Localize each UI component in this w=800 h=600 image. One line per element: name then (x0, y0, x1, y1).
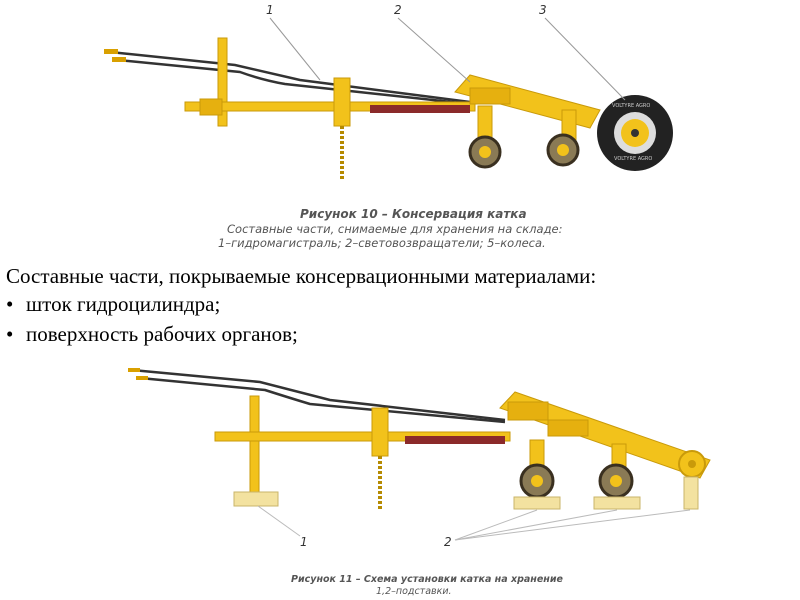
tire-text-bottom: VOLTYRE AGRO (614, 156, 653, 162)
callout-2: 2 (444, 535, 452, 549)
callout-3: 3 (539, 3, 547, 17)
bullet-icon: • (6, 322, 14, 346)
body-text (6, 264, 796, 352)
bullet-item (6, 292, 796, 322)
figure-1-caption-line-2: 1–гидромагистраль; 2–световозвращатели; 5–колеса. (218, 236, 546, 250)
bullet-icon: • (6, 292, 14, 316)
callout-1: 1 (300, 535, 308, 549)
figure-2-drawing (0, 360, 800, 600)
bullet-text: шток гидроцилиндра; (26, 292, 221, 316)
figure-1-caption-line-1: Составные части, снимаемые для хранения на складе: (227, 222, 563, 236)
callout-1: 1 (266, 3, 274, 17)
intro-text: Составные части, покрываемые консервационными материалами: (6, 264, 597, 288)
figure-2 (0, 360, 800, 600)
figure-1-drawing (0, 0, 800, 200)
tire-text-top: VOLTYRE AGRO (612, 103, 651, 109)
callout-2: 2 (394, 3, 402, 17)
figure-1 (0, 0, 800, 260)
bullet-item (6, 322, 796, 352)
figure-1-caption-title: Рисунок 10 – Консервация катка (300, 207, 527, 221)
figure-2-caption-title: Рисунок 11 – Схема установки катка на хранение (291, 574, 563, 585)
bullet-text: поверхность рабочих органов; (26, 322, 298, 346)
figure-2-caption-line: 1,2–подставки. (376, 586, 452, 597)
